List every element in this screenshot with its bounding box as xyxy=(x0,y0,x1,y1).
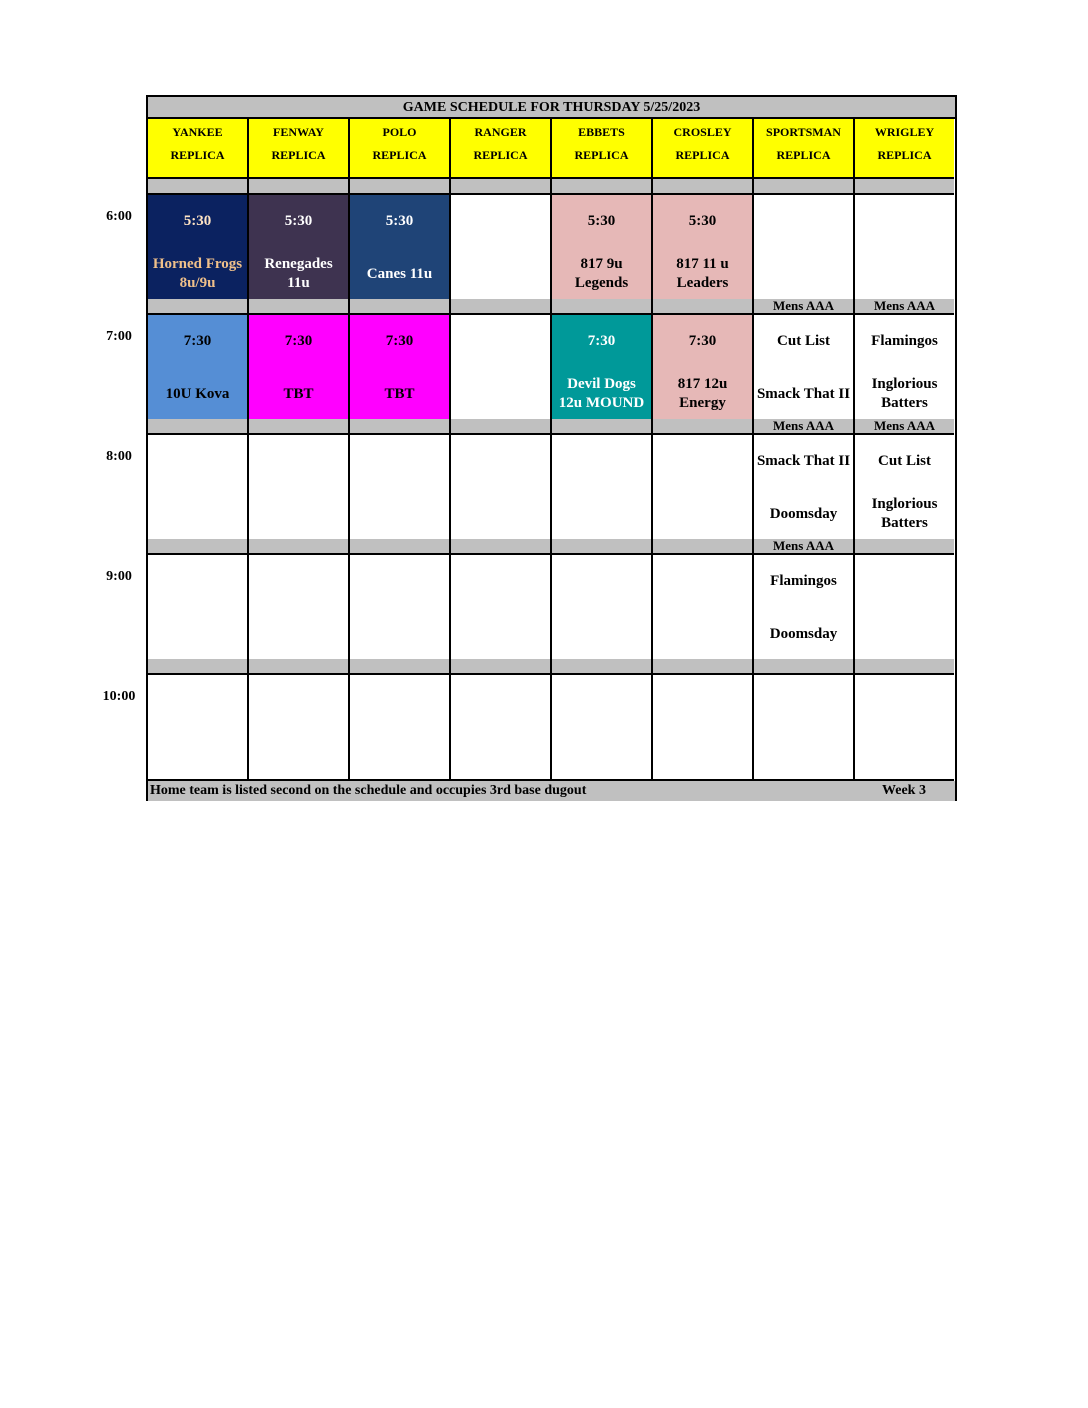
field-name: YANKEE xyxy=(172,125,223,139)
separator-cell xyxy=(350,179,451,195)
separator-cell: Mens AAA xyxy=(855,299,954,315)
game-slot xyxy=(249,315,350,421)
game-slot xyxy=(451,435,552,541)
week-label: Week 3 xyxy=(882,783,926,798)
separator-cell: Mens AAA xyxy=(754,299,855,315)
game-slot xyxy=(653,315,754,421)
separator-cell xyxy=(552,179,653,195)
game-slot xyxy=(754,435,855,541)
game-slot xyxy=(148,315,249,421)
separator-cell xyxy=(653,419,754,435)
separator-cell xyxy=(552,419,653,435)
separator-cell xyxy=(855,539,954,555)
game-slot xyxy=(552,195,653,301)
teams: Horned Frogs 8u/9u xyxy=(152,256,243,291)
field-header-polo xyxy=(350,119,451,179)
game-slot xyxy=(350,195,451,301)
game-slot xyxy=(451,195,552,301)
time-label: 9:00 xyxy=(106,569,132,584)
game-slot xyxy=(249,435,350,541)
field-name: FENWAY xyxy=(273,125,324,139)
schedule-title: GAME SCHEDULE FOR THURSDAY 5/25/2023 xyxy=(148,97,955,119)
game-slot xyxy=(754,315,855,421)
game-time: Cut List xyxy=(878,453,931,469)
separator-cell xyxy=(148,179,249,195)
game-slot xyxy=(855,555,954,661)
separator-cell xyxy=(249,539,350,555)
teams: TBT xyxy=(283,386,314,402)
field-subtitle: REPLICA xyxy=(271,148,326,162)
time-label: 10:00 xyxy=(102,689,136,704)
game-slot xyxy=(249,675,350,781)
teams: Canes 11u xyxy=(366,266,433,282)
game-time: Flamingos xyxy=(871,333,938,349)
separator-cell xyxy=(552,539,653,555)
field-subtitle: REPLICA xyxy=(675,148,730,162)
game-slot xyxy=(653,555,754,661)
separator-cell xyxy=(754,179,855,195)
game-time: Cut List xyxy=(777,333,830,349)
game-time: 7:30 xyxy=(284,333,313,349)
game-time: 7:30 xyxy=(385,333,414,349)
game-slot xyxy=(552,435,653,541)
teams: 10U Kova xyxy=(165,386,230,402)
field-name: RANGER xyxy=(474,125,527,139)
game-schedule-table xyxy=(146,95,957,801)
game-slot xyxy=(350,675,451,781)
field-name: WRIGLEY xyxy=(874,125,935,139)
separator-cell: Mens AAA xyxy=(855,419,954,435)
separator-cell: Mens AAA xyxy=(754,539,855,555)
field-header-ranger xyxy=(451,119,552,179)
separator-cell xyxy=(148,659,249,675)
field-header-crosley xyxy=(653,119,754,179)
teams: Inglorious Batters xyxy=(871,496,938,531)
game-slot xyxy=(350,435,451,541)
field-header-ebbets xyxy=(552,119,653,179)
teams: Doomsday xyxy=(769,626,838,642)
game-slot xyxy=(148,675,249,781)
field-name: POLO xyxy=(382,125,417,139)
separator-cell xyxy=(451,539,552,555)
game-slot xyxy=(855,315,954,421)
teams: TBT xyxy=(384,386,415,402)
game-time: 5:30 xyxy=(284,213,313,229)
field-name: SPORTSMAN xyxy=(766,125,841,139)
time-label: 7:00 xyxy=(106,329,132,344)
game-time: 7:30 xyxy=(587,333,616,349)
game-slot xyxy=(653,435,754,541)
game-slot xyxy=(754,675,855,781)
separator-cell xyxy=(350,299,451,315)
teams: Smack That II xyxy=(756,386,851,402)
separator-cell xyxy=(451,419,552,435)
separator-cell: Mens AAA xyxy=(754,419,855,435)
separator-cell xyxy=(249,179,350,195)
separator-cell xyxy=(148,539,249,555)
separator-cell xyxy=(148,299,249,315)
game-slot xyxy=(350,315,451,421)
separator-cell xyxy=(552,659,653,675)
game-slot xyxy=(249,555,350,661)
field-subtitle: REPLICA xyxy=(473,148,528,162)
separator-cell xyxy=(249,419,350,435)
game-time: 7:30 xyxy=(688,333,717,349)
game-slot xyxy=(653,195,754,301)
separator-cell xyxy=(855,179,954,195)
game-time: 5:30 xyxy=(688,213,717,229)
game-slot xyxy=(754,195,855,301)
separator-cell xyxy=(451,299,552,315)
time-label: 8:00 xyxy=(106,449,132,464)
game-slot xyxy=(451,315,552,421)
separator-cell xyxy=(754,659,855,675)
field-subtitle: REPLICA xyxy=(877,148,932,162)
teams: Inglorious Batters xyxy=(871,376,938,411)
separator-cell xyxy=(350,539,451,555)
time-label: 6:00 xyxy=(106,209,132,224)
game-slot xyxy=(249,195,350,301)
separator-cell xyxy=(451,179,552,195)
game-slot xyxy=(552,675,653,781)
separator-cell xyxy=(653,179,754,195)
separator-cell xyxy=(653,659,754,675)
teams: 817 9u Legends xyxy=(574,256,629,291)
separator-cell xyxy=(249,299,350,315)
game-time: 5:30 xyxy=(587,213,616,229)
field-subtitle: REPLICA xyxy=(372,148,427,162)
game-time: Flamingos xyxy=(770,573,837,589)
game-slot xyxy=(148,435,249,541)
separator-cell xyxy=(653,539,754,555)
game-slot xyxy=(855,435,954,541)
field-name: EBBETS xyxy=(578,125,625,139)
game-slot xyxy=(451,675,552,781)
separator-cell xyxy=(350,659,451,675)
teams: 817 11 u Leaders xyxy=(676,256,729,291)
game-slot xyxy=(350,555,451,661)
game-slot xyxy=(148,195,249,301)
game-slot xyxy=(754,555,855,661)
separator-cell xyxy=(350,419,451,435)
field-subtitle: REPLICA xyxy=(574,148,629,162)
field-header-sportsman xyxy=(754,119,855,179)
game-time: 5:30 xyxy=(183,213,212,229)
game-slot xyxy=(552,555,653,661)
field-subtitle: REPLICA xyxy=(170,148,225,162)
home-team-note: Home team is listed second on the schedule and occupies 3rd base dugout xyxy=(150,783,587,798)
game-slot xyxy=(451,555,552,661)
teams: 817 12u Energy xyxy=(677,376,728,411)
separator-cell xyxy=(552,299,653,315)
game-slot xyxy=(855,675,954,781)
separator-cell xyxy=(148,419,249,435)
teams: Renegades 11u xyxy=(264,256,333,291)
field-header-yankee xyxy=(148,119,249,179)
field-subtitle: REPLICA xyxy=(776,148,831,162)
schedule-footer xyxy=(148,781,955,801)
game-time: 7:30 xyxy=(183,333,212,349)
separator-cell xyxy=(249,659,350,675)
game-slot xyxy=(855,195,954,301)
separator-cell xyxy=(653,299,754,315)
teams: Doomsday xyxy=(769,506,838,522)
field-header-fenway xyxy=(249,119,350,179)
teams: Devil Dogs 12u MOUND xyxy=(558,376,645,411)
game-slot xyxy=(653,675,754,781)
separator-cell xyxy=(451,659,552,675)
separator-cell xyxy=(855,659,954,675)
game-time: 5:30 xyxy=(385,213,414,229)
game-time: Smack That II xyxy=(756,453,851,469)
field-header-wrigley xyxy=(855,119,954,179)
game-slot xyxy=(148,555,249,661)
field-name: CROSLEY xyxy=(673,125,732,139)
game-slot xyxy=(552,315,653,421)
